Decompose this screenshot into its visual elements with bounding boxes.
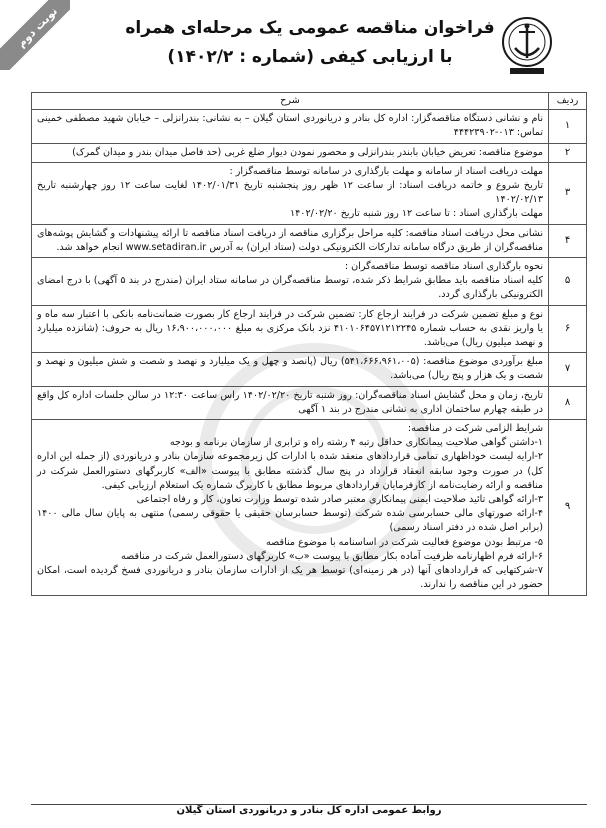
- header: [0, 0, 606, 90]
- row-number: ۴: [549, 224, 587, 257]
- description-line: ۵- مرتبط بودن موضوع فعالیت شرکت در اساسنامه با موضوع مناقصه: [266, 536, 543, 548]
- title-line-2: با ارزیابی کیفی (شماره : ۱۴۰۲/۲): [167, 47, 453, 67]
- description-line: مهلت بارگذاری اسناد : تا ساعت ۱۲ روز شنبه تاریخ ۱۴۰۲/۰۲/۲۰: [289, 208, 543, 220]
- table-row: [32, 420, 587, 595]
- row-description: [32, 353, 549, 386]
- row-number: ۲: [549, 143, 587, 162]
- row-number: ۱: [549, 110, 587, 143]
- header-row-number: ردیف: [549, 93, 587, 110]
- description-line: مهلت دریافت اسناد از سامانه و مهلت بارگذاری در سامانه توسط مناقصه‌گزار :: [229, 165, 543, 177]
- row-number: ۹: [549, 420, 587, 595]
- description-line: نحوه بارگذاری اسناد مناقصه توسط مناقصه‌گران :: [344, 261, 543, 273]
- row-description: [32, 143, 549, 162]
- edition-ribbon: [0, 0, 70, 70]
- row-description: [32, 305, 549, 353]
- table-row: [32, 224, 587, 257]
- description-line: تاریخ شروع و خاتمه دریافت اسناد: از ساعت ۱۲ ظهر روز پنجشنبه تاریخ ۱۴۰۲/۰۱/۳۱ لغایت ساعت ۱۲ روز چهارشنبه تاریخ ۱۴۰۲/۰۲/۱۳: [37, 180, 543, 206]
- table-row: [32, 110, 587, 143]
- description-line: تاریخ، زمان و محل گشایش اسناد مناقصه‌گران: روز شنبه تاریخ ۱۴۰۲/۰۲/۲۰ راس ساعت ۱۲:۳۰ در سالن جلسات اداره کل واقع در طبقه چهارم ساختمان اداری به نشانی مندرج در بند ۱ آگهی: [37, 389, 543, 415]
- row-description: [32, 420, 549, 595]
- description-line: شرایط الزامی شرکت در مناقصه:: [407, 423, 543, 435]
- row-description: [32, 110, 549, 143]
- table-row: [32, 305, 587, 353]
- edition-badge: نوبت دوم: [14, 4, 60, 50]
- row-number: ۸: [549, 386, 587, 419]
- row-number: ۷: [549, 353, 587, 386]
- header-description: شرح: [32, 93, 549, 110]
- ports-organization-logo: [500, 12, 554, 78]
- row-description: [32, 386, 549, 419]
- row-number: ۶: [549, 305, 587, 353]
- description-line: کلیه اسناد مناقصه باید مطابق شرایط ذکر شده، توسط مناقصه‌گران در سامانه ستاد ایران (مندرج در بند ۵ آگهی) با درج امضای الکترونیکی بارگذاری گردد.: [37, 275, 543, 301]
- row-description: [32, 162, 549, 224]
- description-line: موضوع مناقصه: تعریض خیابان بابندر بندرانزلی و محصور نمودن دیوار ضلع غربی (حد فاصل میدان بندر و میدان گمرک): [72, 146, 543, 158]
- description-line: نام و نشانی دستگاه مناقصه‌گزار: اداره کل بنادر و دریانوردی استان گیلان – به نشانی: بندرانزلی – خیابان شهید مصطفی خمینی تماس: ۰۱۳-۴۴۴۲۳۹۰۲: [37, 113, 543, 139]
- description-line: ۱-داشتن گواهی صلاحیت پیمانکاری حداقل رتبه ۴ رشته راه و ترابری از سازمان برنامه و بودجه: [169, 437, 543, 449]
- description-line: نشانی محل دریافت اسناد مناقصه: کلیه مراحل برگزاری مناقصه از دریافت اسناد مناقصه تا ارائه پیشنهادات و گشایش پوشه‌های مناقصه‌گران از طریق درگاه سامانه تدارکات الکترونیکی دولت (ستاد ایران) به آدرس www.setadiran.ir انجام خواهد شد.: [37, 227, 543, 253]
- description-line: ۳-ارائه گواهی تائید صلاحیت ایمنی پیمانکاری معتبر صادر شده توسط وزارت تعاون، کار و رفاه اجتماعی: [136, 494, 543, 506]
- row-number: ۳: [549, 162, 587, 224]
- table-row: [32, 258, 587, 306]
- description-line: ۲-ارایه لیست خوداظهاری تمامی قراردادهای منعقد شده با ادارات کل زیرمجموعه سازمان بنادر و دریانوردی (از جمله این اداره کل) در صورت وجود سابقه انعقاد قرارداد در پنج سال گذشته مطابق با پیوست «الف» کاربرگهای دستورالعمل شرکت در مناقصه و ارائه رضایت‌نامه از کارفرمایان قراردادهای مربوط مطابق با کاربرگ شماره یک استعلام ارزیابی کیفی.: [37, 451, 543, 491]
- footer-publisher: روابط عمومی اداره کل بنادر و دریانوردی استان گیلان: [31, 804, 587, 823]
- table-row: [32, 386, 587, 419]
- table-row: [32, 353, 587, 386]
- table-row: [32, 143, 587, 162]
- row-description: [32, 258, 549, 306]
- row-description: [32, 224, 549, 257]
- description-line: مبلغ برآوردی موضوع مناقصه: (۵۴۱،۶۶۶،۹۶۱،۰۰۵) ریال (پانصد و چهل و یک میلیارد و نهصد و شصت و شش میلیون و نهصد و شصت و یک هزار و پنج ریال) می‌باشد.: [37, 356, 544, 382]
- description-line: ۷-شرکتهایی که قراردادهای آنها (در هر زمینه‌ای) توسط هر یک از ادارات سازمان بنادر و دریانوردی فسخ گردیده است، امکان حضور در این مناقصه را ندارند.: [37, 565, 543, 591]
- table-header-row: [32, 93, 587, 110]
- description-line: نوع و مبلغ تضمین شرکت در فرایند ارجاع کار: تضمین شرکت در فرایند ارجاع کار بصورت ضمانت‌نامه بانکی با اعتبار سه ماه و یا واریز نقدی به حساب شماره ۴۱۰۱۰۶۴۵۷۱۲۱۲۲۴۵ نزد بانک مرکزی به مبلغ ۱۶،۹۰۰،۰۰۰،۰۰۰ ریال به حروف: (شانزده میلیارد و نهصد میلیون ریال) می‌باشد.: [37, 308, 543, 349]
- description-line: ۴-ارائه صورتهای مالی حسابرسی شده شرکت (توسط حسابرسان حقیقی یا حقوقی رسمی) منتهی به پایان سال مالی ۱۴۰۰ (برابر اصل شده در دفتر اسناد رسمی): [37, 508, 543, 534]
- edition-ribbon-band: [0, 0, 70, 70]
- table-row: [32, 162, 587, 224]
- description-line: ۶-ارائه فرم اظهارنامه ظرفیت آماده بکار مطابق با پیوست «ب» کاربرگهای دستورالعمل شرکت در مناقصه: [121, 550, 543, 562]
- tender-table: [31, 92, 587, 596]
- row-number: ۵: [549, 258, 587, 306]
- title-line-1: فراخوان مناقصه عمومی یک مرحله‌ای همراه: [125, 18, 495, 38]
